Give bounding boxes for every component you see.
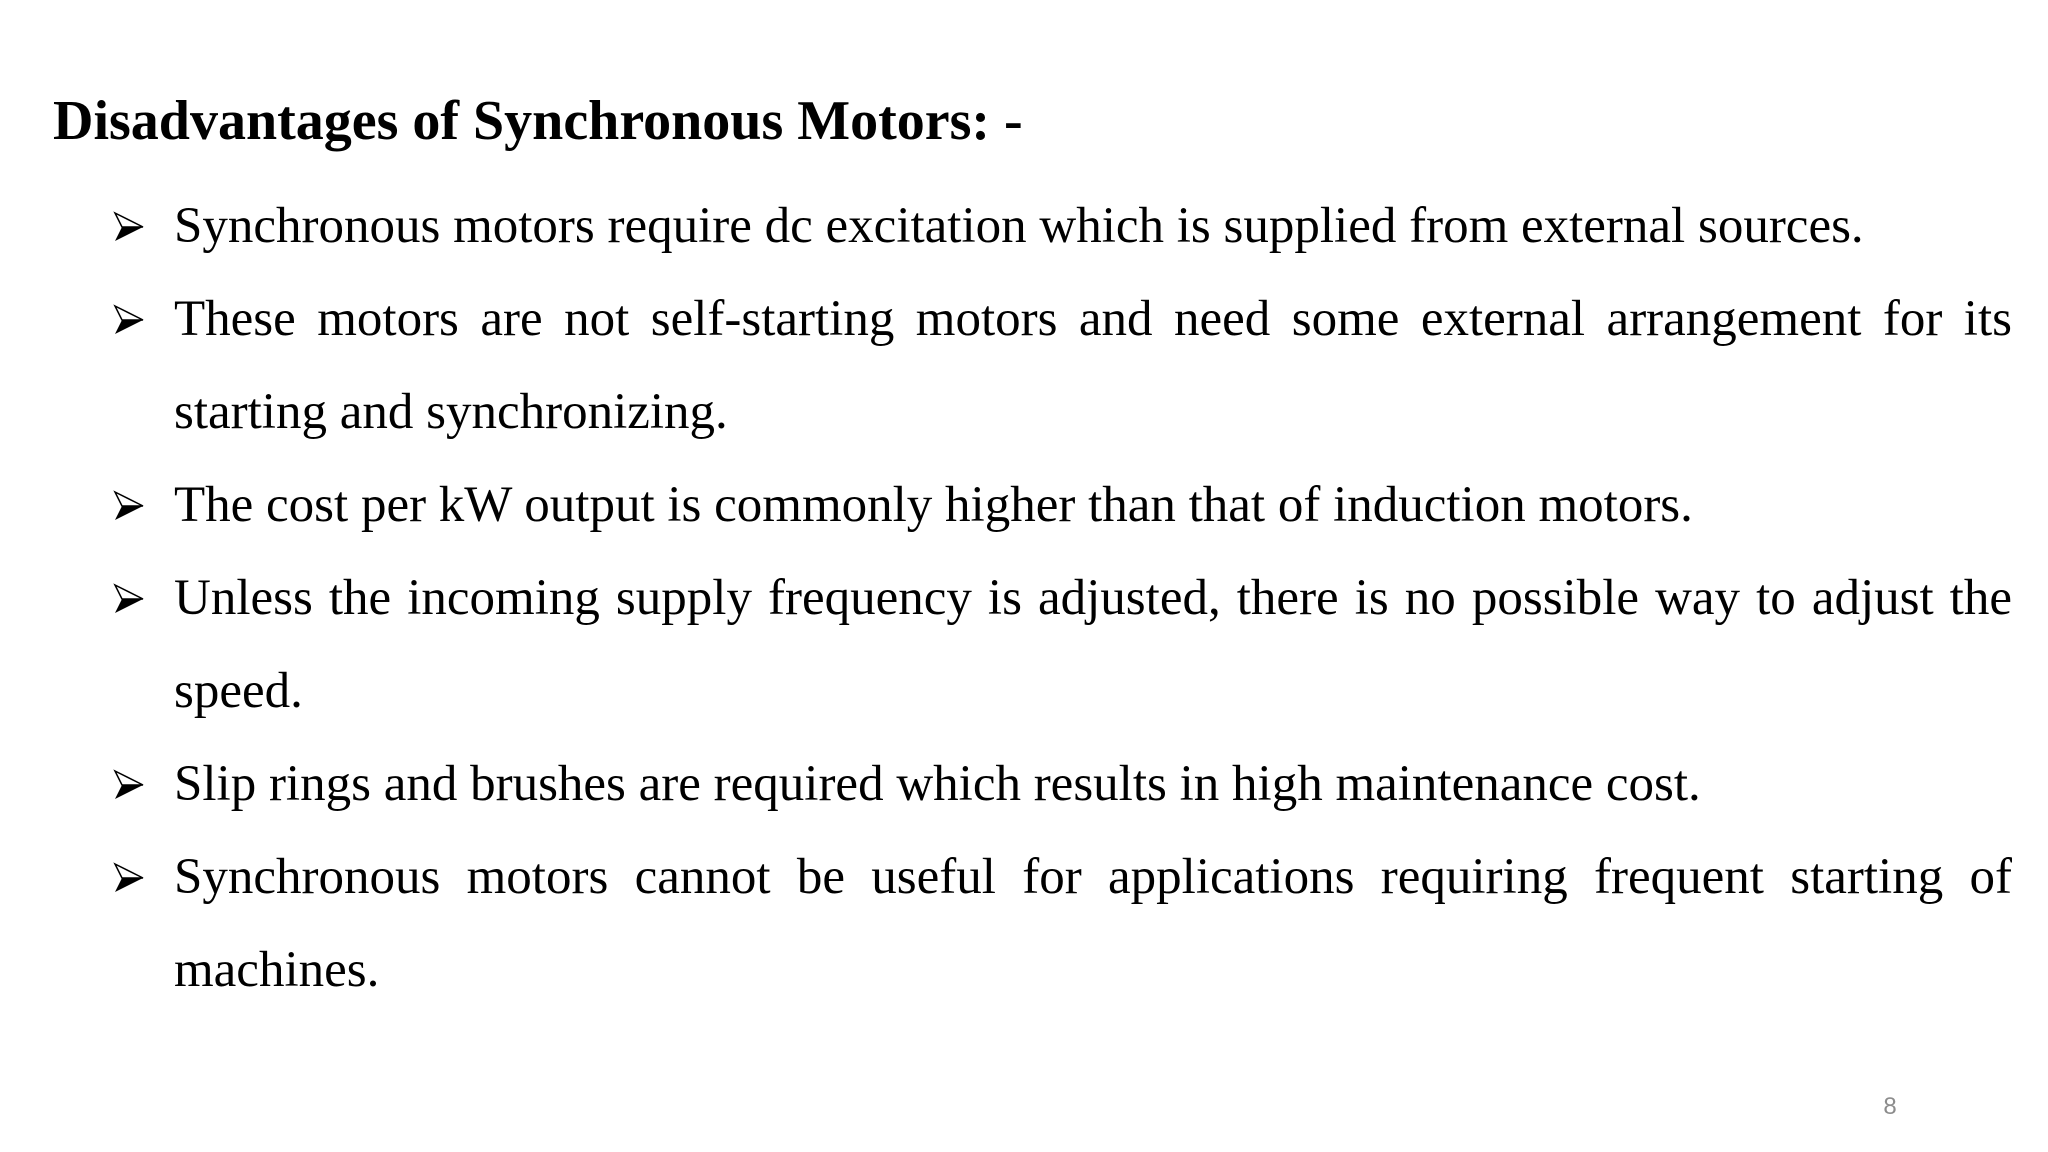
arrowhead-bullet-icon	[112, 738, 152, 831]
arrowhead-bullet-icon	[112, 552, 152, 645]
bullet-item	[112, 273, 2012, 459]
bullet-text: Synchronous motors cannot be useful for applications requiring frequent starting of machines.	[174, 849, 2012, 998]
bullet-text: The cost per kW output is commonly higher than that of induction motors.	[174, 477, 1693, 533]
arrowhead-bullet-icon	[112, 831, 152, 924]
arrowhead-bullet-icon	[112, 459, 152, 552]
bullet-text: These motors are not self-starting motors and need some external arrangement for its starting and synchronizing.	[174, 291, 2012, 440]
bullet-item	[112, 180, 2012, 273]
bullet-text: Synchronous motors require dc excitation which is supplied from external sources.	[174, 198, 1864, 254]
page-number: 8	[1883, 1093, 1897, 1120]
bullet-list	[112, 180, 2012, 1017]
slide-title: Disadvantages of Synchronous Motors: -	[53, 90, 1023, 152]
bullet-item	[112, 552, 2012, 738]
bullet-item	[112, 831, 2012, 1017]
arrowhead-bullet-icon	[112, 180, 152, 273]
bullet-item	[112, 738, 2012, 831]
bullet-text: Unless the incoming supply frequency is adjusted, there is no possible way to adjust the speed.	[174, 570, 2012, 719]
arrowhead-bullet-icon	[112, 273, 152, 366]
bullet-text: Slip rings and brushes are required which results in high maintenance cost.	[174, 756, 1701, 812]
bullet-item	[112, 459, 2012, 552]
